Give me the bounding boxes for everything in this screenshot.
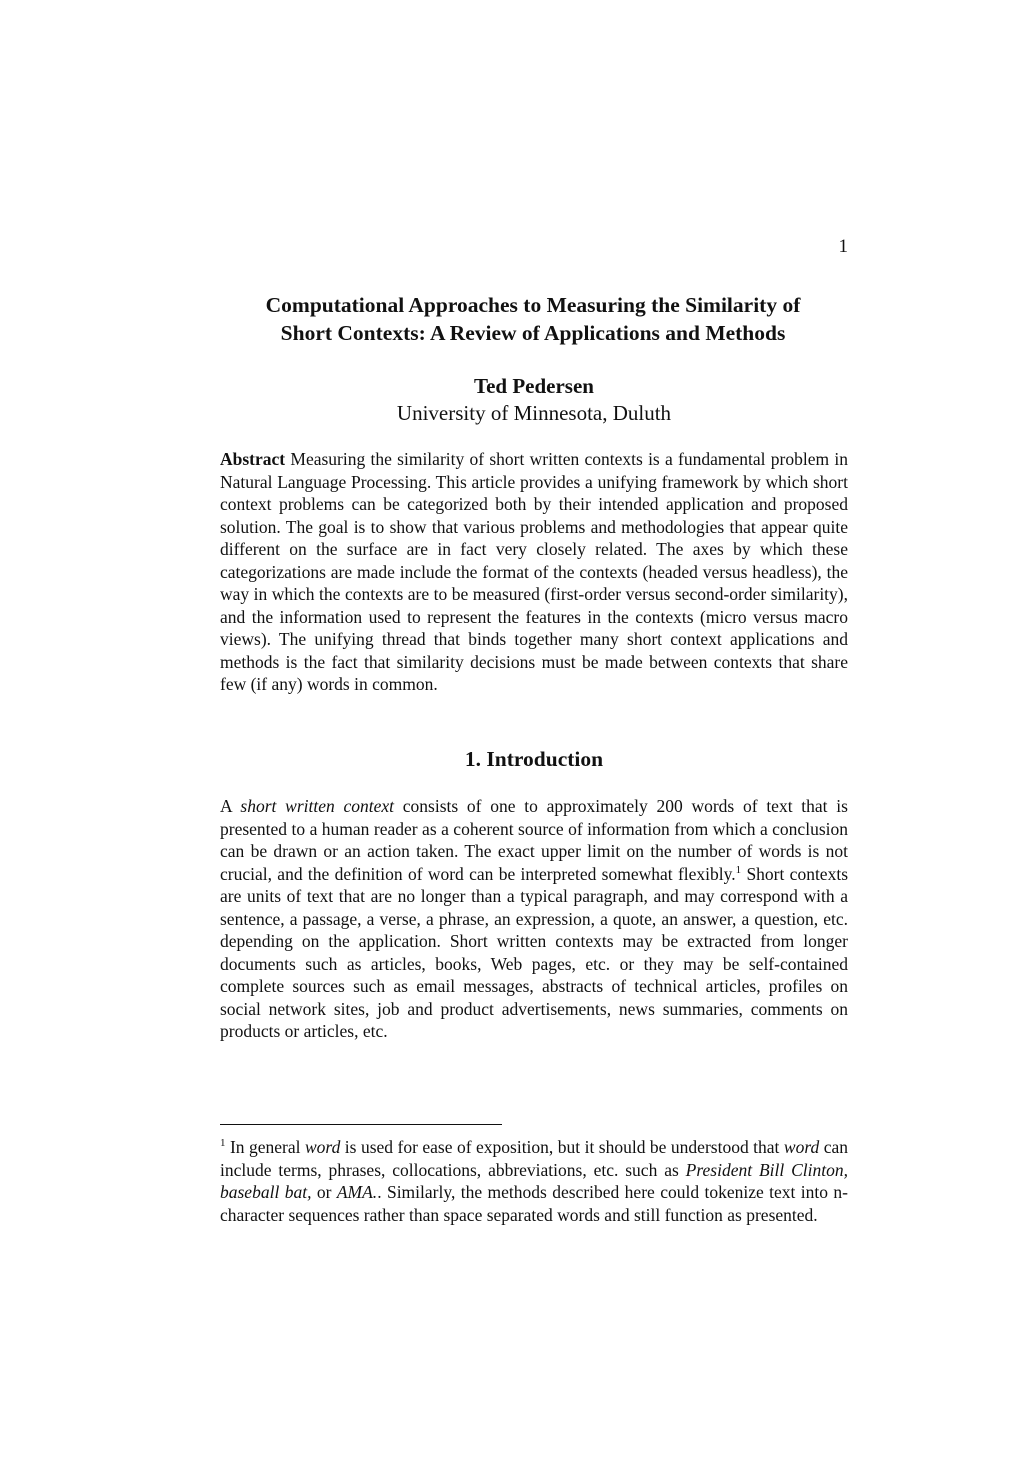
intro-text-part-1: consists of one to approximately 200 words of text that is presented to a human reader as a coherent source of information from which a conclusion can be drawn or an action taken. The exact upper limit on the number of words is not crucial, and the definition of word can be interpreted somewhat flexibly.: [220, 796, 848, 884]
footnote-text-5: . Similarly, the methods described here could tokenize text into n-character sequences rather than space separated words and still function as presented.: [220, 1182, 849, 1225]
abstract-label: Abstract: [220, 449, 286, 469]
footnote-word-1: word: [304, 1137, 341, 1157]
author-affiliation: University of Minnesota, Duluth: [396, 401, 672, 425]
section-heading-introduction: 1. Introduction: [464, 747, 604, 771]
intro-term: short written context: [240, 796, 395, 816]
abstract-text: Measuring the similarity of short written contexts is a fundamental problem in Natural Language Processing. This article provides a unifying framework by which short context problems can be categorized both by their intended application and proposed solution. The goal is to show that various problems and methodologies that appear quite different on the surface are in fact very closely related. The axes by which these categorizations are made include the format of the contexts (headed versus headless), the way in which the contexts are to be measured (first-order versus second-order similarity), and the information used to represent the features in the contexts (micro versus macro views). The unifying thread that binds together many short context applications and methods is the fact that similarity decisions must be made between contexts that share few (if any) words in common.: [220, 449, 848, 694]
abstract: [220, 448, 848, 696]
footnote-text-2: is used for ease of exposition, but it should be understood that: [340, 1137, 784, 1157]
introduction-paragraph: [220, 795, 848, 1043]
footnote-ama: AMA.: [336, 1182, 378, 1202]
page-number: 1: [838, 236, 848, 257]
paper-title-line-1: Computational Approaches to Measuring the Similarity of: [265, 293, 801, 317]
footnote-mark: 1: [220, 1137, 226, 1149]
footnote-word-2: word: [783, 1137, 820, 1157]
footnote-examples: President Bill Clinton, baseball bat,: [220, 1159, 848, 1202]
footnote-text-1: In general: [225, 1137, 305, 1157]
intro-lead: A: [220, 796, 241, 816]
paper-title: [170, 291, 896, 347]
author-name: Ted Pedersen: [474, 374, 594, 398]
footnote-text-3: can include terms, phrases, collocations, abbreviations, etc. such as: [220, 1137, 848, 1180]
footnote-divider: [220, 1124, 502, 1125]
footnote-text-4: or: [311, 1182, 337, 1202]
intro-text-part-2: Short contexts are units of text that are no longer than a typical paragraph, and may correspond with a sentence, a passage, a verse, a phrase, an expression, a quote, an answer, a question, etc. depending on the application. Short written contexts may be extracted from longer documents such as articles, books, Web pages, etc. or they may be self-contained complete sources such as email messages, abstracts of technical articles, profiles on social network sites, job and product advertisements, news summaries, comments on products or articles, etc.: [220, 863, 849, 1041]
footnote-reference[interactable]: 1: [735, 863, 742, 876]
footnote: [220, 1136, 848, 1226]
paper-title-line-2: Short Contexts: A Review of Applications and Methods: [280, 321, 786, 345]
